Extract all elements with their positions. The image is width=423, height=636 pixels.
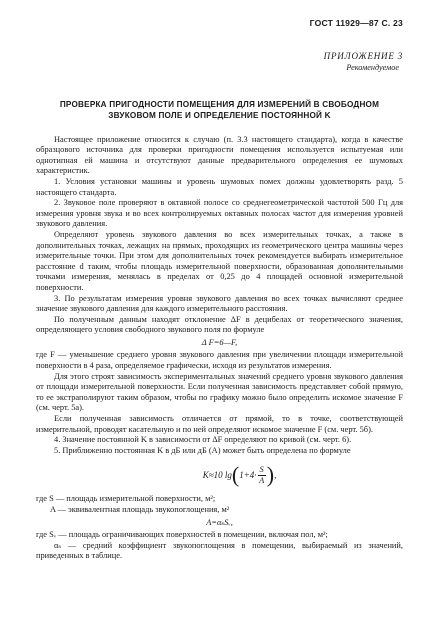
appendix-title: ПРИЛОЖЕНИЕ 3	[323, 50, 403, 61]
paragraph-intro: Настоящее приложение относится к случаю (п. 3.3 настоящего стандарта), когда в качестве образцового источника для проверки пригодности помещения используется испытуемая или однотипная ей машина и отсутствуют данные предварительного определения ее шумовых характеристик.	[36, 134, 403, 176]
formula-k-numerator: S	[259, 464, 264, 474]
formula-k-lhs: K≈10 lg	[202, 470, 232, 481]
formula-k-one-plus: 1+4·	[239, 470, 257, 481]
paragraph-4: 4. Значение постоянной K в зависимости от ΔF определяют по кривой (см. черт. 6).	[54, 435, 352, 445]
document-body	[36, 135, 403, 562]
paragraph-2b: Определяют уровень звукового давления во всех измерительных точках, а также в дополнительных точках, лежащих на прямых, проходящих из геометрического центра машины через измерительные точки. При этом для дополнительных точек рекомендуется выбирать измерительное расстояние d таким, чтобы площадь измерительной поверхности, образованная дополнительными точками измерения, менялась в пределах от 0,25 до 4 площадей основной измерительной поверхности.	[36, 229, 403, 292]
paragraph-3b: По полученным данным находят отклонение ΔF в децибелах от теоретического значения, определяющего условия свободного звукового поля по формуле	[36, 314, 403, 335]
formula-k-fraction	[258, 465, 266, 486]
formula-k-paren-open: (	[231, 462, 240, 488]
definition-sv: где Sᵥ — площадь ограничивающих поверхностей в помещении, включая пол, м²;	[36, 530, 328, 540]
paragraph-3d: Для этого строят зависимость экспериментальных значений среднего уровня звукового давления от площади измерительной поверхности. Если полученная зависимость представляет собой прямую, то ее экстраполируют таким образом, чтобы по графику можно было определить искомое значение F (см. черт. 5а).	[36, 371, 403, 413]
paragraph-3: 3. По результатам измерения уровня звукового давления во всех точках вычисляют среднее значение звукового давления для каждого измерительного расстояния.	[36, 293, 403, 314]
paragraph-2: 2. Звуковое поле проверяют в октавной полосе со среднегеометрической частотой 500 Гц для измерения уровня звука и во всех контролируемых октавных полосах частот для измерения уровней звукового давления.	[36, 198, 403, 229]
page-header: ГОСТ 11929—87 С. 23	[309, 18, 403, 28]
appendix-subtitle: Рекомендуемое	[346, 62, 399, 72]
formula-k-tail: ,	[274, 470, 277, 481]
paragraph-3e: Если полученная зависимость отличается от прямой, то в точке, соответствующей измерительной, проводят касательную и по ней определяют искомое значение F (см. черт. 5б).	[36, 414, 403, 434]
paragraph-1: 1. Условия установки машины и уровень шумовых помех должны удовлетворять разд. 5 настоящего стандарта.	[36, 176, 403, 197]
definition-a: A — эквивалентная площадь звукопоглощения, м²	[50, 505, 230, 514]
section-title: ПРОВЕРКА ПРИГОДНОСТИ ПОМЕЩЕНИЯ ДЛЯ ИЗМЕРЕНИЙ В СВОБОДНОМ ЗВУКОВОМ ПОЛЕ И ОПРЕДЕЛЕНИЕ ПОСТОЯННОЙ K	[59, 99, 380, 120]
formula-k-paren-close: )	[266, 462, 275, 488]
paragraph-5: 5. Приближенно постоянная K в дБ или дБ (A) может быть определена по формуле	[54, 445, 351, 455]
definition-s: где S — площадь измерительной поверхности, м²;	[36, 494, 216, 504]
appendix-label	[36, 51, 403, 73]
formula-k-denominator: A	[259, 475, 265, 485]
paragraph-3c: где F — уменьшение среднего уровня звукового давления при увеличении площади измерительной поверхности в 4 раза, определяемое графически, исходя из результатов измерения.	[36, 350, 403, 371]
formula-delta-f: Δ F=6—F,	[201, 337, 238, 347]
formula-k	[76, 460, 403, 490]
formula-a: A=αₛSᵥ,	[206, 517, 233, 527]
definition-alpha: αₛ — средний коэффициент звукопоглощения в помещении, выбираемый из значений, приведенных в таблице.	[36, 540, 403, 561]
